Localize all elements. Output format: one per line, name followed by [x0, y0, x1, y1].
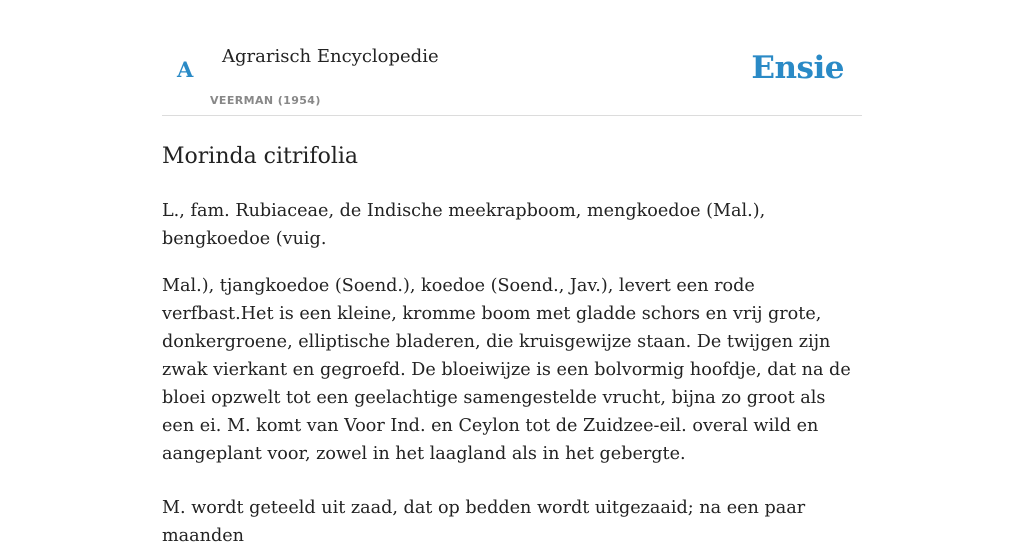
site-header	[162, 0, 862, 116]
article-title: Morinda citrifolia	[162, 144, 359, 169]
article-paragraph-1: L., fam. Rubiaceae, de Indische meekrapboom, mengkoedoe (Mal.), bengkoedoe (vuig.	[162, 201, 766, 249]
encyclopedia-name-link[interactable]: Agrarisch Encyclopedie	[222, 46, 439, 67]
ensie-logo-link[interactable]: Ensie	[751, 50, 844, 86]
letter-index-link[interactable]: A	[177, 57, 194, 82]
page-container	[162, 0, 862, 550]
article-paragraph-3: M. wordt geteeld uit zaad, dat op bedden wordt uitgezaaid; na een paar maanden	[162, 498, 806, 546]
author-year: VEERMAN (1954)	[210, 94, 321, 107]
article-paragraph-2: Mal.), tjangkoedoe (Soend.), koedoe (Soend., Jav.), levert een rode verfbast.Het is een kleine, kromme boom met gladde schors en vrij grote, donkergroene, elliptische bladeren, die kruisgewijze staan. De twijgen zijn zwak vierkant en gegroefd. De bloeiwijze is een bolvormig hoofdje, dat na de bloei opzwelt tot een geelachtige samengestelde vrucht, bijna zo groot als een ei. M. komt van Voor Ind. en Ceylon tot de Zuidzee-eil. overal wild en aangeplant voor, zowel in het laagland als in het gebergte.	[162, 276, 851, 464]
